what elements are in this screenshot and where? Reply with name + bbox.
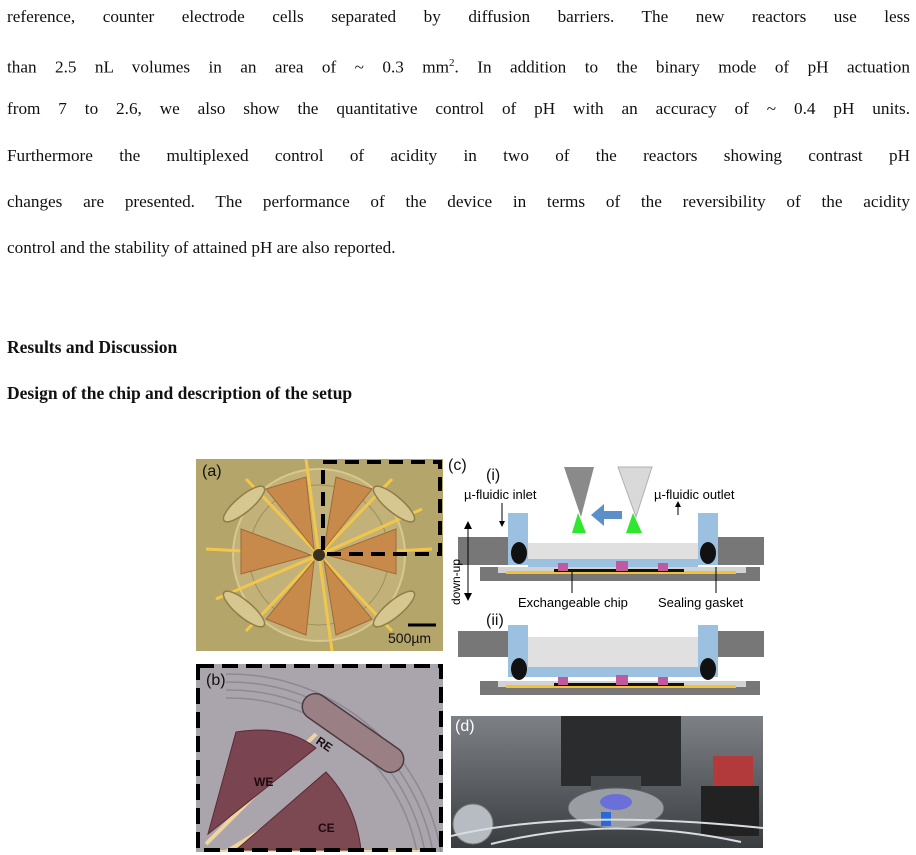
panel-d-photo bbox=[451, 716, 763, 848]
text-segment: than 2.5 nL volumes in an area of ~ 0.3 mm bbox=[7, 57, 449, 77]
paragraph-line: from 7 to 2.6, we also show the quantitative control of pH with an accuracy of ~ 0.4 pH units. bbox=[7, 99, 910, 118]
panel-d-label: (d) bbox=[455, 718, 475, 735]
panel-c-sub-i: (i) bbox=[486, 467, 501, 484]
paragraph-line: reference, counter electrode cells separated by diffusion barriers. The new reactors use less bbox=[7, 7, 910, 26]
paragraph-line: changes are presented. The performance of the device in terms of the reversibility of the acidity bbox=[7, 192, 910, 211]
setup-photo-illustration bbox=[451, 716, 763, 848]
down-up-label: down-up bbox=[449, 558, 463, 605]
electrode-re-label: RE bbox=[313, 733, 336, 755]
scale-bar-label: 500µm bbox=[388, 630, 432, 646]
panel-b-zoom bbox=[196, 664, 443, 852]
subsection-heading: Design of the chip and description of the setup bbox=[7, 383, 353, 403]
panel-c-sub-ii: (ii) bbox=[486, 612, 504, 629]
section-heading: Results and Discussion bbox=[7, 337, 178, 357]
panel-a-label: (a) bbox=[202, 463, 222, 480]
superscript: 2 bbox=[449, 57, 455, 69]
setup-schematic bbox=[446, 455, 766, 711]
panel-a-micrograph bbox=[196, 459, 443, 651]
electrode-we-label: WE bbox=[254, 775, 274, 789]
outlet-label: µ-fluidic outlet bbox=[654, 487, 735, 502]
chip-label: Exchangeable chip bbox=[518, 595, 628, 610]
text-segment: . In addition to the binary mode of pH actuation bbox=[454, 57, 910, 77]
chip-micrograph-illustration bbox=[196, 459, 443, 651]
panel-b-label: (b) bbox=[206, 672, 226, 689]
panel-c-label: (c) bbox=[448, 457, 467, 474]
paragraph-line: Furthermore the multiplexed control of acidity in two of the reactors showing contrast pH bbox=[7, 146, 910, 165]
paragraph-line: control and the stability of attained pH are also reported. bbox=[7, 238, 396, 257]
paragraph-line bbox=[7, 53, 910, 78]
inlet-label: µ-fluidic inlet bbox=[464, 487, 537, 502]
panel-c-schematic bbox=[446, 455, 766, 711]
reactor-zoom-illustration bbox=[196, 664, 443, 852]
electrode-ce-label: CE bbox=[318, 821, 335, 835]
gasket-label: Sealing gasket bbox=[658, 595, 744, 610]
